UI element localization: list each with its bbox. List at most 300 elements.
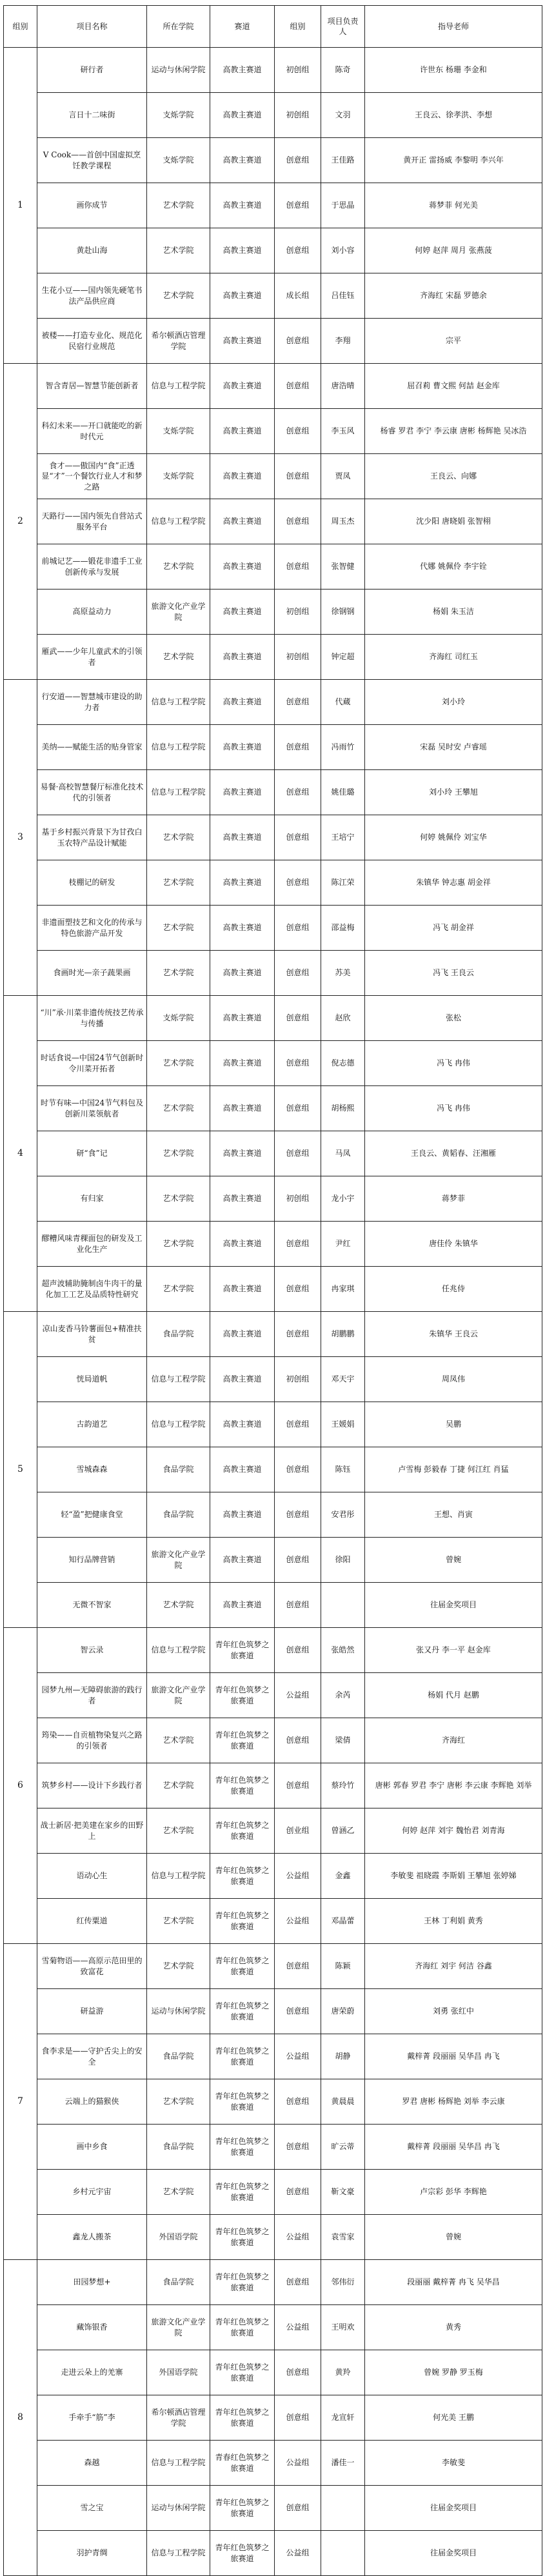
cell-college: 运动与休闲学院	[147, 2486, 210, 2531]
cell-leader: 靳文豪	[321, 2170, 365, 2215]
cell-category: 公益组	[275, 1854, 321, 1899]
cell-leader: 苏美	[321, 951, 365, 996]
cell-leader: 徐钢钢	[321, 590, 365, 635]
cell-project: 画你成节	[37, 183, 147, 228]
table-row	[4, 454, 542, 499]
cell-advisor: 何光美 王鹏	[365, 2395, 542, 2441]
cell-college: 艺术学院	[147, 635, 210, 680]
cell-leader	[321, 2486, 365, 2531]
table-row	[4, 906, 542, 951]
cell-leader: 马凤	[321, 1131, 365, 1176]
cell-project: 基于乡村振兴背景下为甘孜白玉农特产品设计赋能	[37, 815, 147, 860]
cell-project: 非遗面塑技艺和文化的传承与特色旅游产品开发	[37, 906, 147, 951]
cell-track: 高教主赛道	[210, 1267, 275, 1312]
cell-category: 创意组	[275, 1041, 321, 1086]
cell-category: 创意组	[275, 1583, 321, 1628]
cell-advisor: 蒋梦菲 何光美	[365, 183, 542, 228]
cell-track: 青年红色筑梦之旅赛道	[210, 1854, 275, 1899]
table-row	[4, 1673, 542, 1718]
cell-leader: 李翔	[321, 319, 365, 364]
group-number: 1	[4, 48, 37, 364]
cell-advisor: 朱镇华 王良云	[365, 1312, 542, 1357]
cell-project: 前城记艺——锻花非遗手工业创新传承与发展	[37, 544, 147, 590]
cell-project: 枝棚记的研发	[37, 860, 147, 906]
table-row	[4, 2170, 542, 2215]
cell-college: 艺术学院	[147, 1763, 210, 1808]
cell-track: 高教主赛道	[210, 770, 275, 815]
cell-advisor: 任兆侍	[365, 1267, 542, 1312]
cell-leader: 胡静	[321, 2034, 365, 2079]
cell-category: 创意组	[275, 2170, 321, 2215]
table-row	[4, 1989, 542, 2034]
cell-project: 黄赴山海	[37, 228, 147, 273]
cell-category: 初创组	[275, 635, 321, 680]
cell-project: 高原益动力	[37, 590, 147, 635]
cell-project: 森越	[37, 2441, 147, 2486]
cell-advisor: 冯飞 王良云	[365, 951, 542, 996]
cell-project: 超声波辅助腌制卤牛肉干的量化加工工艺及品质特性研究	[37, 1267, 147, 1312]
table-row	[4, 1357, 542, 1402]
cell-leader: 邓晶蕾	[321, 1899, 365, 1944]
cell-track: 青年红色筑梦之旅赛道	[210, 2215, 275, 2260]
cell-advisor: 朱镇华 钟志惠 胡金祥	[365, 860, 542, 906]
table-row	[4, 951, 542, 996]
cell-advisor: 冯飞 冉伟	[365, 1041, 542, 1086]
cell-college: 信息与工程学院	[147, 2441, 210, 2486]
cell-project: 食才——傲国内“食”正透显“才”一个餐饮行业人才和梦之路	[37, 454, 147, 499]
cell-leader	[321, 2531, 365, 2576]
cell-advisor: 李敏斐	[365, 2441, 542, 2486]
cell-track: 高教主赛道	[210, 1538, 275, 1583]
cell-project: 筑梦乡村——设计下乡践行者	[37, 1763, 147, 1808]
cell-category: 创意组	[275, 860, 321, 906]
cell-track: 高教主赛道	[210, 1041, 275, 1086]
cell-track: 青年红色筑梦之旅赛道	[210, 2170, 275, 2215]
header-college: 所在学院	[147, 6, 210, 48]
cell-category: 公益组	[275, 2531, 321, 2576]
cell-track: 高教主赛道	[210, 409, 275, 454]
cell-advisor: 卢雪梅 彭毅春 丁捷 何江红 肖猛	[365, 1447, 542, 1492]
cell-category: 公益组	[275, 2441, 321, 2486]
cell-college: 支烁学院	[147, 409, 210, 454]
table-row	[4, 1583, 542, 1628]
cell-project: 古韵道艺	[37, 1402, 147, 1447]
cell-category: 创意组	[275, 2260, 321, 2305]
cell-category: 成长组	[275, 273, 321, 319]
cell-project: 时节有味—中国24节气料包及创新川菜领航者	[37, 1086, 147, 1131]
cell-category: 初创组	[275, 48, 321, 93]
cell-project: 恍局道帆	[37, 1357, 147, 1402]
cell-advisor: 往届金奖项目	[365, 1583, 542, 1628]
cell-track: 高教主赛道	[210, 273, 275, 319]
cell-category: 创意组	[275, 454, 321, 499]
cell-category: 创意组	[275, 770, 321, 815]
cell-category: 创业组	[275, 1808, 321, 1854]
cell-track: 青年红色筑梦之旅赛道	[210, 2350, 275, 2395]
cell-college: 信息与工程学院	[147, 1628, 210, 1673]
table-row	[4, 860, 542, 906]
cell-category: 创意组	[275, 1763, 321, 1808]
table-row	[4, 2350, 542, 2395]
cell-project: 战士新居·把美建在家乡的田野上	[37, 1808, 147, 1854]
cell-category: 公益组	[275, 1673, 321, 1718]
cell-category: 创意组	[275, 1447, 321, 1492]
cell-advisor: 齐海红 宋磊 罗德余	[365, 273, 542, 319]
cell-track: 高教主赛道	[210, 1492, 275, 1538]
table-row	[4, 1176, 542, 1222]
cell-project: 轻“盈”把健康食堂	[37, 1492, 147, 1538]
cell-leader: 吕佳钰	[321, 273, 365, 319]
cell-college: 旅游文化产业学院	[147, 1538, 210, 1583]
cell-college: 艺术学院	[147, 951, 210, 996]
cell-project: 雁武——少年儿童武术的引领者	[37, 635, 147, 680]
group-number: 6	[4, 1628, 37, 1944]
cell-college: 艺术学院	[147, 1131, 210, 1176]
cell-college: 艺术学院	[147, 1176, 210, 1222]
cell-advisor: 何婷 赵萍 周月 张燕菠	[365, 228, 542, 273]
cell-advisor: 黄开正 雷扬威 李黎明 李兴年	[365, 138, 542, 183]
cell-college: 艺术学院	[147, 1222, 210, 1267]
cell-leader: 倪志德	[321, 1041, 365, 1086]
cell-track: 青年红色筑梦之旅赛道	[210, 1718, 275, 1763]
table-row	[4, 1131, 542, 1176]
cell-advisor: 黄秀	[365, 2305, 542, 2350]
table-row	[4, 319, 542, 364]
cell-category: 创意组	[275, 409, 321, 454]
cell-college: 支烁学院	[147, 138, 210, 183]
cell-college: 艺术学院	[147, 1041, 210, 1086]
cell-leader: 贾凤	[321, 454, 365, 499]
cell-project: 美纳——赋能生活的贴身管家	[37, 725, 147, 770]
cell-advisor: 唐佳伶 朱镇华	[365, 1222, 542, 1267]
table-row	[4, 996, 542, 1041]
cell-advisor: 王想、肖寅	[365, 1492, 542, 1538]
cell-leader: 姚佳璐	[321, 770, 365, 815]
cell-project: 食李求是——守护舌尖上的安全	[37, 2034, 147, 2079]
cell-college: 艺术学院	[147, 815, 210, 860]
cell-track: 青年红色筑梦之旅赛道	[210, 1628, 275, 1673]
cell-college: 信息与工程学院	[147, 770, 210, 815]
cell-leader: 冯雨竹	[321, 725, 365, 770]
cell-college: 信息与工程学院	[147, 1357, 210, 1402]
cell-track: 高教主赛道	[210, 635, 275, 680]
cell-advisor: 何婷 赵萍 刘宇 魏怡君 刘青海	[365, 1808, 542, 1854]
cell-leader: 陈奇	[321, 48, 365, 93]
cell-leader: 周玉杰	[321, 499, 365, 544]
table-row	[4, 1763, 542, 1808]
cell-leader: 龙小宇	[321, 1176, 365, 1222]
project-table	[3, 5, 542, 2576]
cell-track: 青年红色筑梦之旅赛道	[210, 1944, 275, 1989]
table-row	[4, 544, 542, 590]
cell-category: 创意组	[275, 1944, 321, 1989]
cell-track: 高教主赛道	[210, 48, 275, 93]
cell-leader: 余芮	[321, 1673, 365, 1718]
cell-advisor: 王良云、向娜	[365, 454, 542, 499]
cell-track: 青年红色筑梦之旅赛道	[210, 1899, 275, 1944]
cell-leader: 王明欢	[321, 2305, 365, 2350]
cell-advisor: 王良云、黄韬春、汪湘雁	[365, 1131, 542, 1176]
cell-project: 手牵手“筋”李	[37, 2395, 147, 2441]
cell-category: 创意组	[275, 183, 321, 228]
header-project: 项目名称	[37, 6, 147, 48]
table-row	[4, 409, 542, 454]
cell-category: 公益组	[275, 2034, 321, 2079]
cell-project: 田园梦想+	[37, 2260, 147, 2305]
cell-college: 艺术学院	[147, 2170, 210, 2215]
cell-category: 初创组	[275, 590, 321, 635]
table-row	[4, 499, 542, 544]
cell-leader: 唐浩晴	[321, 364, 365, 409]
cell-advisor: 张又丹 李一平 赵金库	[365, 1628, 542, 1673]
cell-college: 运动与休闲学院	[147, 1989, 210, 2034]
cell-track: 高教主赛道	[210, 1357, 275, 1402]
cell-track: 高教主赛道	[210, 364, 275, 409]
cell-track: 高教主赛道	[210, 1447, 275, 1492]
table-row	[4, 1086, 542, 1131]
cell-track: 高教主赛道	[210, 906, 275, 951]
table-row	[4, 1899, 542, 1944]
cell-advisor: 曾婉 罗静 罗玉梅	[365, 2350, 542, 2395]
cell-category: 创意组	[275, 680, 321, 725]
cell-advisor: 王良云、徐孝洪、李想	[365, 93, 542, 138]
cell-leader: 邓天宇	[321, 1357, 365, 1402]
group-number: 5	[4, 1312, 37, 1628]
cell-track: 高教主赛道	[210, 996, 275, 1041]
cell-track: 青年红色筑梦之旅赛道	[210, 2531, 275, 2576]
cell-advisor: 许世东 杨珊 李金和	[365, 48, 542, 93]
cell-category: 创意组	[275, 2079, 321, 2125]
cell-track: 高教主赛道	[210, 228, 275, 273]
cell-project: 生花小豆——国内领先硬笔书法产品供应商	[37, 273, 147, 319]
table-row	[4, 1447, 542, 1492]
cell-project: “川”承·川菜非遗传统技艺传承与传播	[37, 996, 147, 1041]
cell-advisor: 杨娟 代月 赵鹏	[365, 1673, 542, 1718]
cell-advisor: 曾婉	[365, 2215, 542, 2260]
table-row	[4, 1808, 542, 1854]
table-row	[4, 1854, 542, 1899]
cell-advisor: 代娜 姚佩伶 李宇铨	[365, 544, 542, 590]
table-row	[4, 2305, 542, 2350]
cell-advisor: 罗君 唐彬 杨辉艳 刘举 李云康	[365, 2079, 542, 2125]
cell-project: 有归家	[37, 1176, 147, 1222]
cell-track: 青年红色筑梦之旅赛道	[210, 2034, 275, 2079]
cell-track: 高教主赛道	[210, 1222, 275, 1267]
table-row	[4, 273, 542, 319]
cell-leader: 文羽	[321, 93, 365, 138]
table-row	[4, 1718, 542, 1763]
cell-college: 艺术学院	[147, 183, 210, 228]
cell-track: 青年红色筑梦之旅赛道	[210, 2079, 275, 2125]
cell-college: 食品学院	[147, 2260, 210, 2305]
cell-college: 信息与工程学院	[147, 1402, 210, 1447]
cell-college: 食品学院	[147, 1312, 210, 1357]
cell-advisor: 王林 丁利娟 黄秀	[365, 1899, 542, 1944]
table-row	[4, 2441, 542, 2486]
cell-college: 艺术学院	[147, 1718, 210, 1763]
cell-track: 高教主赛道	[210, 138, 275, 183]
cell-category: 创意组	[275, 1086, 321, 1131]
cell-college: 旅游文化产业学院	[147, 2305, 210, 2350]
table-row	[4, 1041, 542, 1086]
cell-college: 食品学院	[147, 1492, 210, 1538]
header-leader: 项目负责人	[321, 6, 365, 48]
cell-advisor: 冯飞 冉伟	[365, 1086, 542, 1131]
cell-leader: 龙宣轩	[321, 2395, 365, 2441]
table-row	[4, 1402, 542, 1447]
cell-project: 无微不智家	[37, 1583, 147, 1628]
cell-category: 创意组	[275, 319, 321, 364]
cell-project: 雪之宝	[37, 2486, 147, 2531]
cell-leader: 李玉风	[321, 409, 365, 454]
table-row	[4, 590, 542, 635]
table-row	[4, 1312, 542, 1357]
cell-category: 创意组	[275, 815, 321, 860]
cell-category: 创意组	[275, 2350, 321, 2395]
cell-advisor: 宋磊 吴时安 卢睿瑶	[365, 725, 542, 770]
cell-project: 知行品牌营销	[37, 1538, 147, 1583]
cell-category: 创意组	[275, 2395, 321, 2441]
header-track: 赛道	[210, 6, 275, 48]
cell-advisor: 李敏斐 祖晓霞 李斯娟 王攀旭 张婷娣	[365, 1854, 542, 1899]
cell-college: 艺术学院	[147, 273, 210, 319]
table-row	[4, 680, 542, 725]
cell-advisor: 何婷 姚佩伶 刘宝华	[365, 815, 542, 860]
cell-track: 青年红色筑梦之旅赛道	[210, 2260, 275, 2305]
table-row	[4, 48, 542, 93]
cell-track: 高教主赛道	[210, 725, 275, 770]
cell-leader: 王媛娟	[321, 1402, 365, 1447]
group-number: 4	[4, 996, 37, 1312]
cell-project: 言日十二味街	[37, 93, 147, 138]
cell-category: 公益组	[275, 1899, 321, 1944]
cell-track: 青年红色筑梦之旅赛道	[210, 1808, 275, 1854]
cell-project: 红传粟道	[37, 1899, 147, 1944]
cell-leader: 旷云蒂	[321, 2125, 365, 2170]
cell-leader: 赵欣	[321, 996, 365, 1041]
cell-project: 时话食说—中国24节气创新时令川菜开拓者	[37, 1041, 147, 1086]
table-row	[4, 635, 542, 680]
cell-advisor: 杨睿 罗君 李宁 李云康 唐彬 杨辉艳 吴冰浩	[365, 409, 542, 454]
cell-college: 信息与工程学院	[147, 499, 210, 544]
cell-leader: 潘佳一	[321, 2441, 365, 2486]
cell-college: 旅游文化产业学院	[147, 1673, 210, 1718]
cell-leader: 代蔵	[321, 680, 365, 725]
cell-project: 智云录	[37, 1628, 147, 1673]
cell-category: 创意组	[275, 1628, 321, 1673]
cell-advisor: 戴梓菁 段丽丽 吴华昌 冉飞	[365, 2125, 542, 2170]
cell-college: 艺术学院	[147, 1086, 210, 1131]
table-row	[4, 2260, 542, 2305]
cell-category: 创意组	[275, 1989, 321, 2034]
table-row	[4, 2486, 542, 2531]
cell-college: 艺术学院	[147, 906, 210, 951]
cell-category: 创意组	[275, 1538, 321, 1583]
table-header	[4, 6, 542, 48]
cell-college: 信息与工程学院	[147, 1854, 210, 1899]
cell-category: 创意组	[275, 1718, 321, 1763]
cell-project: 凉山麦香马铃薯面包+精准扶贫	[37, 1312, 147, 1357]
cell-category: 创意组	[275, 2125, 321, 2170]
cell-advisor: 冯飞 胡金祥	[365, 906, 542, 951]
cell-track: 青春红色筑梦之旅赛道	[210, 2441, 275, 2486]
cell-category: 创意组	[275, 228, 321, 273]
table-row	[4, 138, 542, 183]
cell-project: 研行者	[37, 48, 147, 93]
cell-leader: 曾涵乙	[321, 1808, 365, 1854]
cell-category: 创意组	[275, 996, 321, 1041]
cell-college: 支烁学院	[147, 93, 210, 138]
cell-track: 高教主赛道	[210, 93, 275, 138]
cell-advisor: 沈少阳 唐晓娟 张智栩	[365, 499, 542, 544]
cell-project: 雪城森森	[37, 1447, 147, 1492]
cell-college: 食品学院	[147, 1447, 210, 1492]
cell-advisor: 唐彬 郭春 罗君 李宁 唐彬 李云康 李辉艳 刘举	[365, 1763, 542, 1808]
cell-leader: 徐阳	[321, 1538, 365, 1583]
cell-college: 艺术学院	[147, 1944, 210, 1989]
cell-category: 公益组	[275, 2305, 321, 2350]
cell-college: 食品学院	[147, 2034, 210, 2079]
cell-advisor: 齐海红 司红玉	[365, 635, 542, 680]
cell-leader: 陈颖	[321, 1944, 365, 1989]
cell-project: 乡村元宇宙	[37, 2170, 147, 2215]
cell-project: 醪糟风味青稞面包的研发及工业化生产	[37, 1222, 147, 1267]
cell-track: 青年红色筑梦之旅赛道	[210, 1673, 275, 1718]
cell-project: 科幻未来——开口就能吃的新时代元	[37, 409, 147, 454]
table-row	[4, 2125, 542, 2170]
cell-advisor: 张松	[365, 996, 542, 1041]
cell-category: 创意组	[275, 499, 321, 544]
table-body	[4, 48, 542, 2576]
cell-project: 研“食”记	[37, 1131, 147, 1176]
cell-advisor: 段丽丽 戴梓菁 冉飞 吴华昌	[365, 2260, 542, 2305]
cell-leader: 黄羚	[321, 2350, 365, 2395]
cell-track: 高教主赛道	[210, 319, 275, 364]
cell-advisor: 杨娟 朱玉洁	[365, 590, 542, 635]
cell-college: 希尔顿酒店管理学院	[147, 2395, 210, 2441]
table-row	[4, 2395, 542, 2441]
cell-leader: 蔡玲竹	[321, 1763, 365, 1808]
cell-leader: 钟定超	[321, 635, 365, 680]
cell-college: 食品学院	[147, 2125, 210, 2170]
cell-leader: 胡杨熙	[321, 1086, 365, 1131]
cell-advisor: 刘小玲 王攀旭	[365, 770, 542, 815]
cell-track: 青年红色筑梦之旅赛道	[210, 1989, 275, 2034]
cell-track: 青年红色筑梦之旅赛道	[210, 2125, 275, 2170]
cell-category: 初创组	[275, 1176, 321, 1222]
table-row	[4, 1222, 542, 1267]
cell-college: 艺术学院	[147, 228, 210, 273]
header-advisor: 指导老师	[365, 6, 542, 48]
cell-category: 创意组	[275, 1267, 321, 1312]
cell-project: 藏饰银香	[37, 2305, 147, 2350]
cell-track: 高教主赛道	[210, 590, 275, 635]
cell-leader	[321, 1583, 365, 1628]
cell-category: 创意组	[275, 2486, 321, 2531]
cell-advisor: 戴梓菁 段丽丽 吴华昌 冉飞	[365, 2034, 542, 2079]
cell-advisor: 周凤伟	[365, 1357, 542, 1402]
cell-track: 高教主赛道	[210, 544, 275, 590]
cell-track: 高教主赛道	[210, 1131, 275, 1176]
cell-track: 高教主赛道	[210, 183, 275, 228]
table-row	[4, 1492, 542, 1538]
table-row	[4, 725, 542, 770]
table-row	[4, 1267, 542, 1312]
cell-leader: 唐荣蔚	[321, 1989, 365, 2034]
cell-leader: 金鑫	[321, 1854, 365, 1899]
cell-leader: 冉家琪	[321, 1267, 365, 1312]
cell-category: 创意组	[275, 951, 321, 996]
